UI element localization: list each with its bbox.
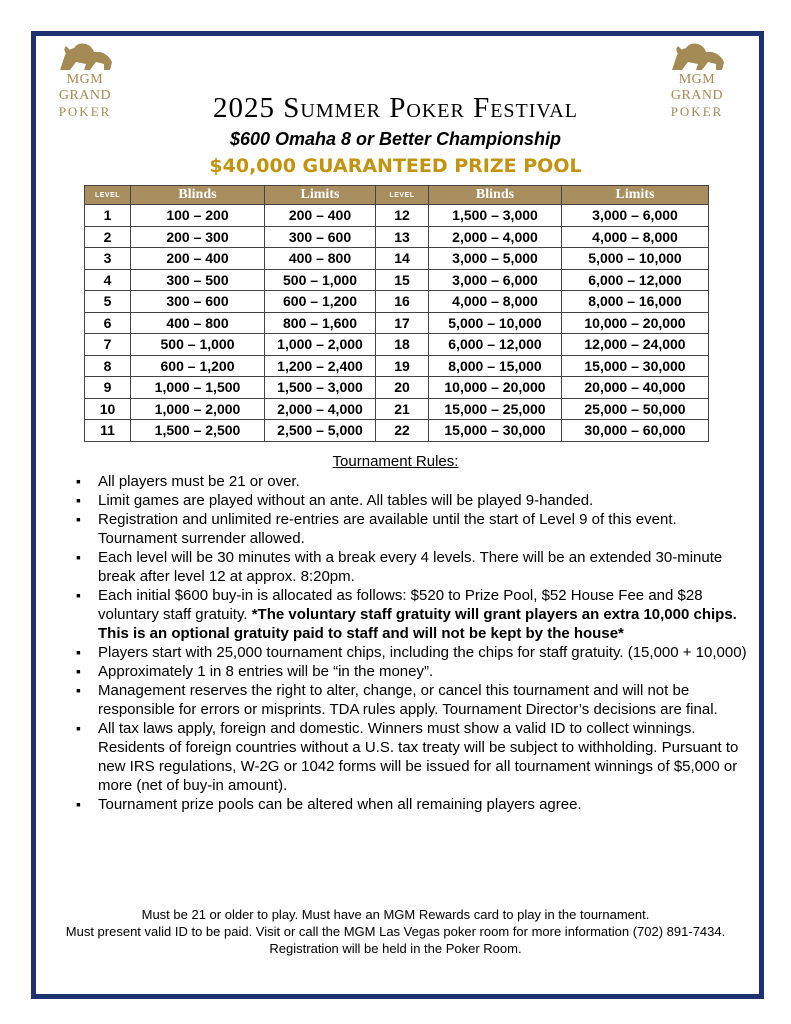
logo-brand-text: MGM GRAND — [670, 72, 724, 103]
blinds-cell: 15,000 – 25,000 — [429, 398, 562, 420]
table-row — [85, 355, 709, 377]
rules-heading: Tournament Rules: — [332, 453, 459, 470]
limits-cell: 15,000 – 30,000 — [562, 355, 709, 377]
blinds-cell: 500 – 1,000 — [131, 334, 265, 356]
limits-cell: 10,000 – 20,000 — [562, 312, 709, 334]
level-cell: 13 — [376, 226, 429, 248]
table-header-row — [85, 186, 709, 205]
rule-item — [76, 586, 748, 643]
rule-item — [76, 681, 748, 719]
blinds-cell: 300 – 600 — [131, 291, 265, 313]
limits-cell: 8,000 – 16,000 — [562, 291, 709, 313]
blinds-cell: 6,000 – 12,000 — [429, 334, 562, 356]
header-level: LEVEL — [85, 186, 131, 205]
level-cell: 9 — [85, 377, 131, 399]
rule-item — [76, 795, 748, 814]
rule-item — [76, 643, 748, 662]
blinds-cell: 3,000 – 5,000 — [429, 248, 562, 270]
footer-note — [40, 906, 751, 957]
rule-text: Each level will be 30 minutes with a break every 4 levels. There will be an extended 30-minute break after level 12 at approx. 8:20pm. — [98, 549, 723, 585]
rule-item — [76, 548, 748, 586]
table-row — [85, 205, 709, 227]
level-cell: 22 — [376, 420, 429, 442]
blinds-cell: 100 – 200 — [131, 205, 265, 227]
guaranteed-prize-pool: $40,000 GUARANTEED PRIZE POOL — [209, 155, 582, 177]
limits-cell: 200 – 400 — [265, 205, 376, 227]
page-title: 2025 Summer Poker Festival — [213, 92, 578, 124]
table-row — [85, 398, 709, 420]
rule-text: Approximately 1 in 8 entries will be “in the money”. — [98, 663, 434, 680]
limits-cell: 6,000 – 12,000 — [562, 269, 709, 291]
event-subtitle: $600 Omaha 8 or Better Championship — [229, 129, 562, 149]
limits-cell: 300 – 600 — [265, 226, 376, 248]
header-level: LEVEL — [376, 186, 429, 205]
level-cell: 10 — [85, 398, 131, 420]
rule-item — [76, 510, 748, 548]
blinds-cell: 8,000 – 15,000 — [429, 355, 562, 377]
blinds-cell: 3,000 – 6,000 — [429, 269, 562, 291]
rule-item — [76, 491, 748, 510]
blinds-cell: 15,000 – 30,000 — [429, 420, 562, 442]
blinds-cell: 1,500 – 3,000 — [429, 205, 562, 227]
table-row — [85, 334, 709, 356]
blinds-cell: 200 – 300 — [131, 226, 265, 248]
rule-text: Players start with 25,000 tournament chips, including the chips for staff gratuity. (15,000 + 10,000) — [98, 644, 747, 661]
level-cell: 2 — [85, 226, 131, 248]
blind-structure-table — [84, 185, 709, 442]
table-row — [85, 312, 709, 334]
limits-cell: 400 – 800 — [265, 248, 376, 270]
limits-cell: 800 – 1,600 — [265, 312, 376, 334]
logo-sub-text: POKER — [670, 104, 724, 119]
rule-text: Management reserves the right to alter, change, or cancel this tournament and will not be responsible for errors or misprints. TDA rules apply. Tournament Director’s decisions are final. — [98, 682, 718, 718]
table-row — [85, 377, 709, 399]
table-row — [85, 269, 709, 291]
rule-text: Each initial $600 buy-in is allocated as follows: $520 to Prize Pool, $52 House Fee and $28 voluntary staff gratuity. — [98, 587, 703, 623]
blinds-cell: 5,000 – 10,000 — [429, 312, 562, 334]
blinds-cell: 4,000 – 8,000 — [429, 291, 562, 313]
level-cell: 1 — [85, 205, 131, 227]
limits-cell: 30,000 – 60,000 — [562, 420, 709, 442]
level-cell: 5 — [85, 291, 131, 313]
rule-text: Registration and unlimited re-entries are available until the start of Level 9 of this event. Tournament surrender allowed. — [98, 511, 677, 547]
limits-cell: 1,500 – 3,000 — [265, 377, 376, 399]
rule-item — [76, 662, 748, 681]
limits-cell: 25,000 – 50,000 — [562, 398, 709, 420]
rule-item — [76, 719, 748, 795]
blinds-cell: 1,000 – 1,500 — [131, 377, 265, 399]
lion-icon — [54, 40, 116, 74]
header-blinds: Blinds — [429, 186, 562, 205]
level-cell: 19 — [376, 355, 429, 377]
level-cell: 11 — [85, 420, 131, 442]
gratuity-note: *The voluntary staff gratuity will grant players an extra 10,000 chips. This is an optional gratuity paid to staff and will not be kept by the house* — [98, 606, 737, 642]
table-row — [85, 248, 709, 270]
rule-item — [76, 472, 748, 491]
level-cell: 16 — [376, 291, 429, 313]
limits-cell: 2,500 – 5,000 — [265, 420, 376, 442]
footer-line-2: Must present valid ID to be paid. Visit or call the MGM Las Vegas poker room for more information (702) 891-7434. Registration will be held in the Poker Room. — [65, 924, 726, 956]
level-cell: 18 — [376, 334, 429, 356]
blinds-cell: 2,000 – 4,000 — [429, 226, 562, 248]
footer-line-1: Must be 21 or older to play. Must have an MGM Rewards card to play in the tournament. — [141, 907, 650, 922]
rules-list — [76, 472, 748, 814]
blinds-cell: 1,500 – 2,500 — [131, 420, 265, 442]
level-cell: 6 — [85, 312, 131, 334]
level-cell: 17 — [376, 312, 429, 334]
table-row — [85, 420, 709, 442]
blinds-cell: 300 – 500 — [131, 269, 265, 291]
level-cell: 7 — [85, 334, 131, 356]
blinds-cell: 200 – 400 — [131, 248, 265, 270]
level-cell: 4 — [85, 269, 131, 291]
limits-cell: 20,000 – 40,000 — [562, 377, 709, 399]
level-cell: 14 — [376, 248, 429, 270]
level-cell: 20 — [376, 377, 429, 399]
rule-text: Tournament prize pools can be altered when all remaining players agree. — [98, 796, 582, 813]
limits-cell: 500 – 1,000 — [265, 269, 376, 291]
level-cell: 8 — [85, 355, 131, 377]
limits-cell: 3,000 – 6,000 — [562, 205, 709, 227]
blinds-cell: 10,000 – 20,000 — [429, 377, 562, 399]
rule-text: All tax laws apply, foreign and domestic. Winners must show a valid ID to collect winnings. Residents of foreign countries without a U.S. tax treaty will be subject to withholding. Pursuant to new IRS regulations, W-2G or 1042 forms will be issued for all tournament winnings of $5,000 or more (net of buy-in amount). — [98, 720, 739, 794]
lion-icon — [666, 40, 728, 74]
logo-sub-text: POKER — [58, 104, 112, 119]
header-limits: Limits — [265, 186, 376, 205]
level-cell: 21 — [376, 398, 429, 420]
level-cell: 3 — [85, 248, 131, 270]
blinds-cell: 600 – 1,200 — [131, 355, 265, 377]
limits-cell: 2,000 – 4,000 — [265, 398, 376, 420]
limits-cell: 12,000 – 24,000 — [562, 334, 709, 356]
table-row — [85, 226, 709, 248]
rule-text: All players must be 21 or over. — [98, 473, 300, 490]
limits-cell: 1,000 – 2,000 — [265, 334, 376, 356]
rule-text: Limit games are played without an ante. All tables will be played 9-handed. — [98, 492, 594, 509]
logo-brand-text: MGM GRAND — [58, 72, 112, 103]
limits-cell: 600 – 1,200 — [265, 291, 376, 313]
limits-cell: 1,200 – 2,400 — [265, 355, 376, 377]
table-row — [85, 291, 709, 313]
limits-cell: 4,000 – 8,000 — [562, 226, 709, 248]
header-limits: Limits — [562, 186, 709, 205]
blinds-cell: 1,000 – 2,000 — [131, 398, 265, 420]
limits-cell: 5,000 – 10,000 — [562, 248, 709, 270]
header-blinds: Blinds — [131, 186, 265, 205]
blinds-cell: 400 – 800 — [131, 312, 265, 334]
level-cell: 12 — [376, 205, 429, 227]
level-cell: 15 — [376, 269, 429, 291]
